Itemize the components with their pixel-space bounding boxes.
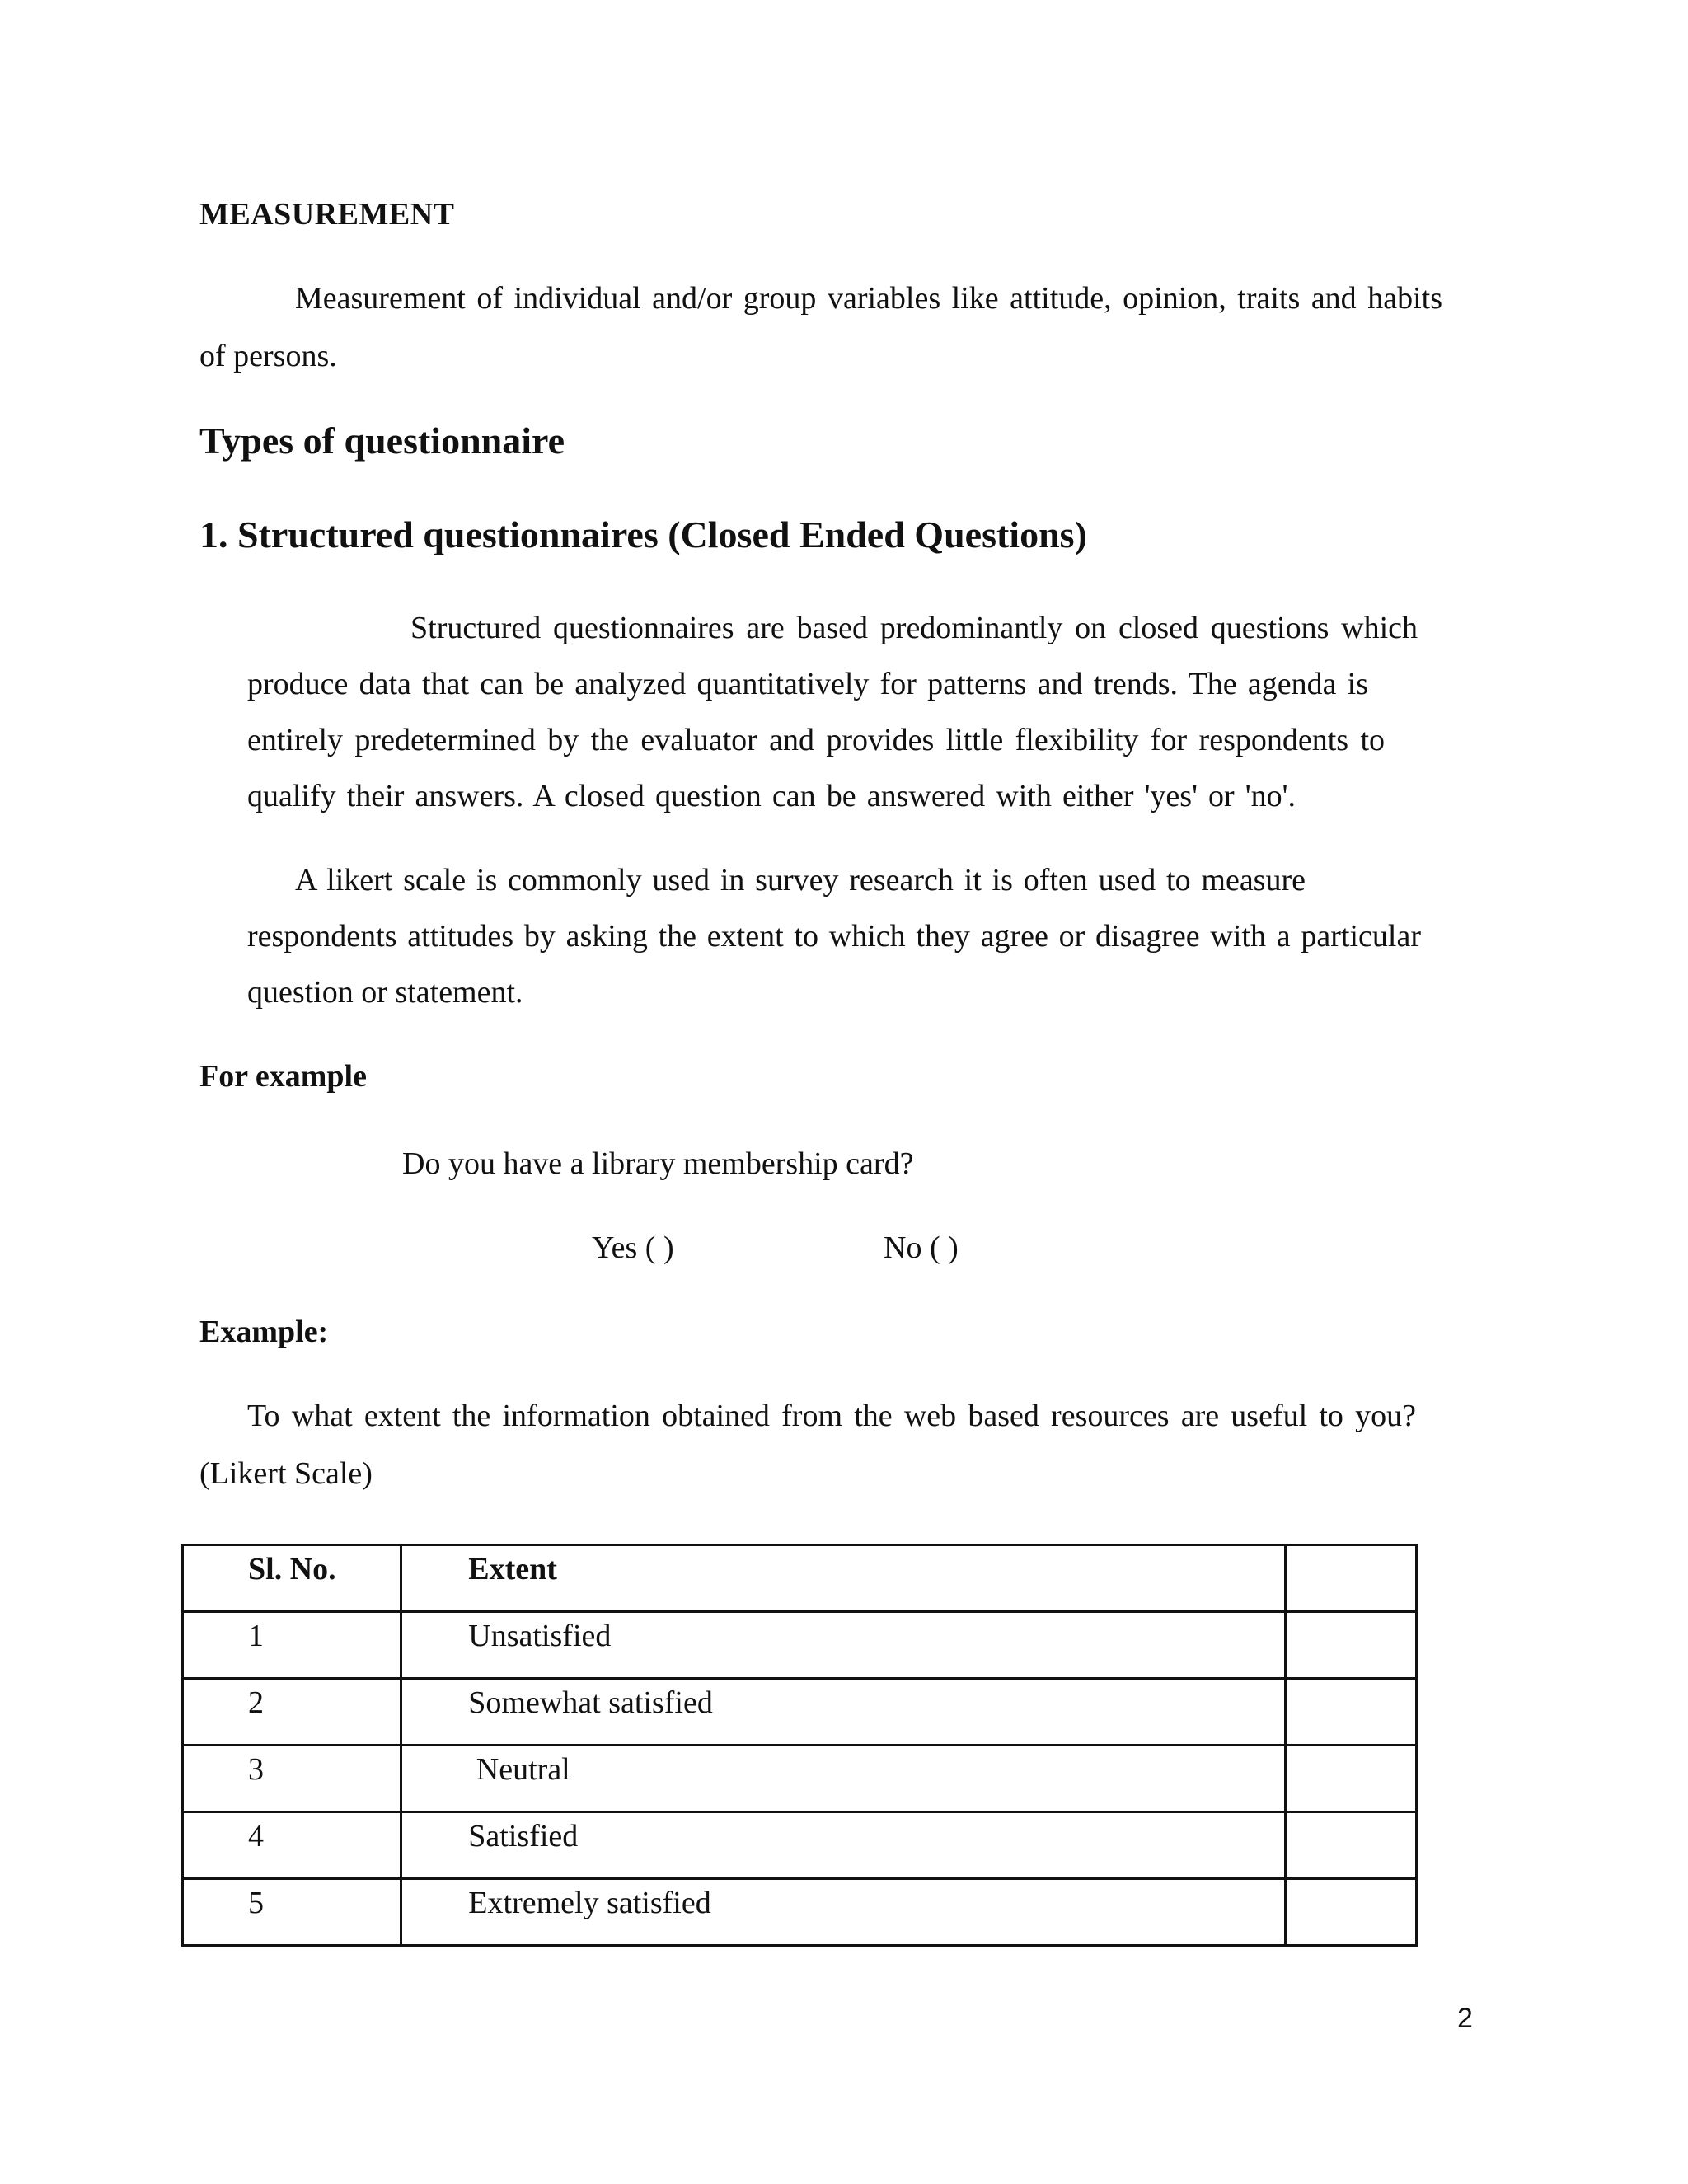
row-extent: Extremely satisfied [468,1886,711,1920]
row-number: 2 [248,1685,264,1720]
likert-para-line-1: A likert scale is commonly used in survey research it is often used to measure [295,863,1306,898]
measurement-para-line-1: Measurement of individual and/or group variables like attitude, opinion, traits and habits [295,281,1442,316]
structured-para-line-2: produce data that can be analyzed quantitatively for patterns and trends. The agenda is [247,667,1368,701]
table-row [183,1679,1417,1746]
table-cell [1285,1679,1416,1746]
heading-types-of-questionnaire: Types of questionnaire [199,419,565,462]
row-extent: Somewhat satisfied [468,1685,713,1720]
table-cell [401,1612,1286,1679]
table-cell [183,1612,401,1679]
table-row [183,1746,1417,1812]
likert-scale-table [181,1544,1418,1947]
header-blank [1287,1546,1415,1551]
row-extent: Satisfied [468,1819,579,1854]
example-label: Example: [199,1315,329,1349]
table-cell [401,1679,1286,1746]
page-number: 2 [1457,2003,1473,2034]
table-cell [183,1812,401,1879]
table-cell [183,1679,401,1746]
row-blank [1287,1813,1415,1818]
row-number: 5 [248,1886,264,1920]
example-question: Do you have a library membership card? [402,1146,914,1181]
table-cell [401,1879,1286,1946]
table-header-cell [1285,1545,1416,1612]
row-extent: Unsatisfied [468,1619,612,1653]
table-cell [1285,1812,1416,1879]
structured-para-line-1: Structured questionnaires are based predominantly on closed questions which [410,611,1418,645]
option-no: No ( ) [884,1230,959,1265]
row-number: 3 [248,1752,264,1787]
likert-para-line-3: question or statement. [247,975,523,1010]
table-row [183,1612,1417,1679]
row-extent: Neutral [468,1752,570,1787]
table-header-cell [183,1545,401,1612]
header-sl-no: Sl. No. [248,1552,336,1586]
table-cell [1285,1879,1416,1946]
option-yes: Yes ( ) [592,1230,674,1265]
heading-structured-questionnaires: 1. Structured questionnaires (Closed Ended Questions) [199,513,1087,555]
row-blank [1287,1880,1415,1885]
row-number: 1 [248,1619,264,1653]
measurement-para-line-2: of persons. [199,339,337,373]
table-cell [401,1812,1286,1879]
for-example-label: For example [199,1059,367,1094]
table-cell [401,1746,1286,1812]
table-header-row [183,1545,1417,1612]
example2-para-line-1: To what extent the information obtained from the web based resources are useful to you? [247,1399,1416,1433]
table-cell [183,1746,401,1812]
structured-para-line-4: qualify their answers. A closed question can be answered with either 'yes' or 'no'. [247,779,1296,813]
row-blank [1287,1746,1415,1751]
heading-measurement: MEASUREMENT [199,197,455,232]
table-cell [183,1879,401,1946]
row-number: 4 [248,1819,264,1854]
table-cell [1285,1612,1416,1679]
table-row [183,1879,1417,1946]
header-extent: Extent [468,1552,557,1586]
example2-para-line-2: (Likert Scale) [199,1456,373,1491]
table-header-cell [401,1545,1286,1612]
row-blank [1287,1680,1415,1685]
structured-para-line-3: entirely predetermined by the evaluator and provides little flexibility for respondents to [247,723,1385,757]
table-cell [1285,1746,1416,1812]
row-blank [1287,1613,1415,1618]
table-row [183,1812,1417,1879]
likert-para-line-2: respondents attitudes by asking the extent to which they agree or disagree with a particular [247,919,1421,954]
